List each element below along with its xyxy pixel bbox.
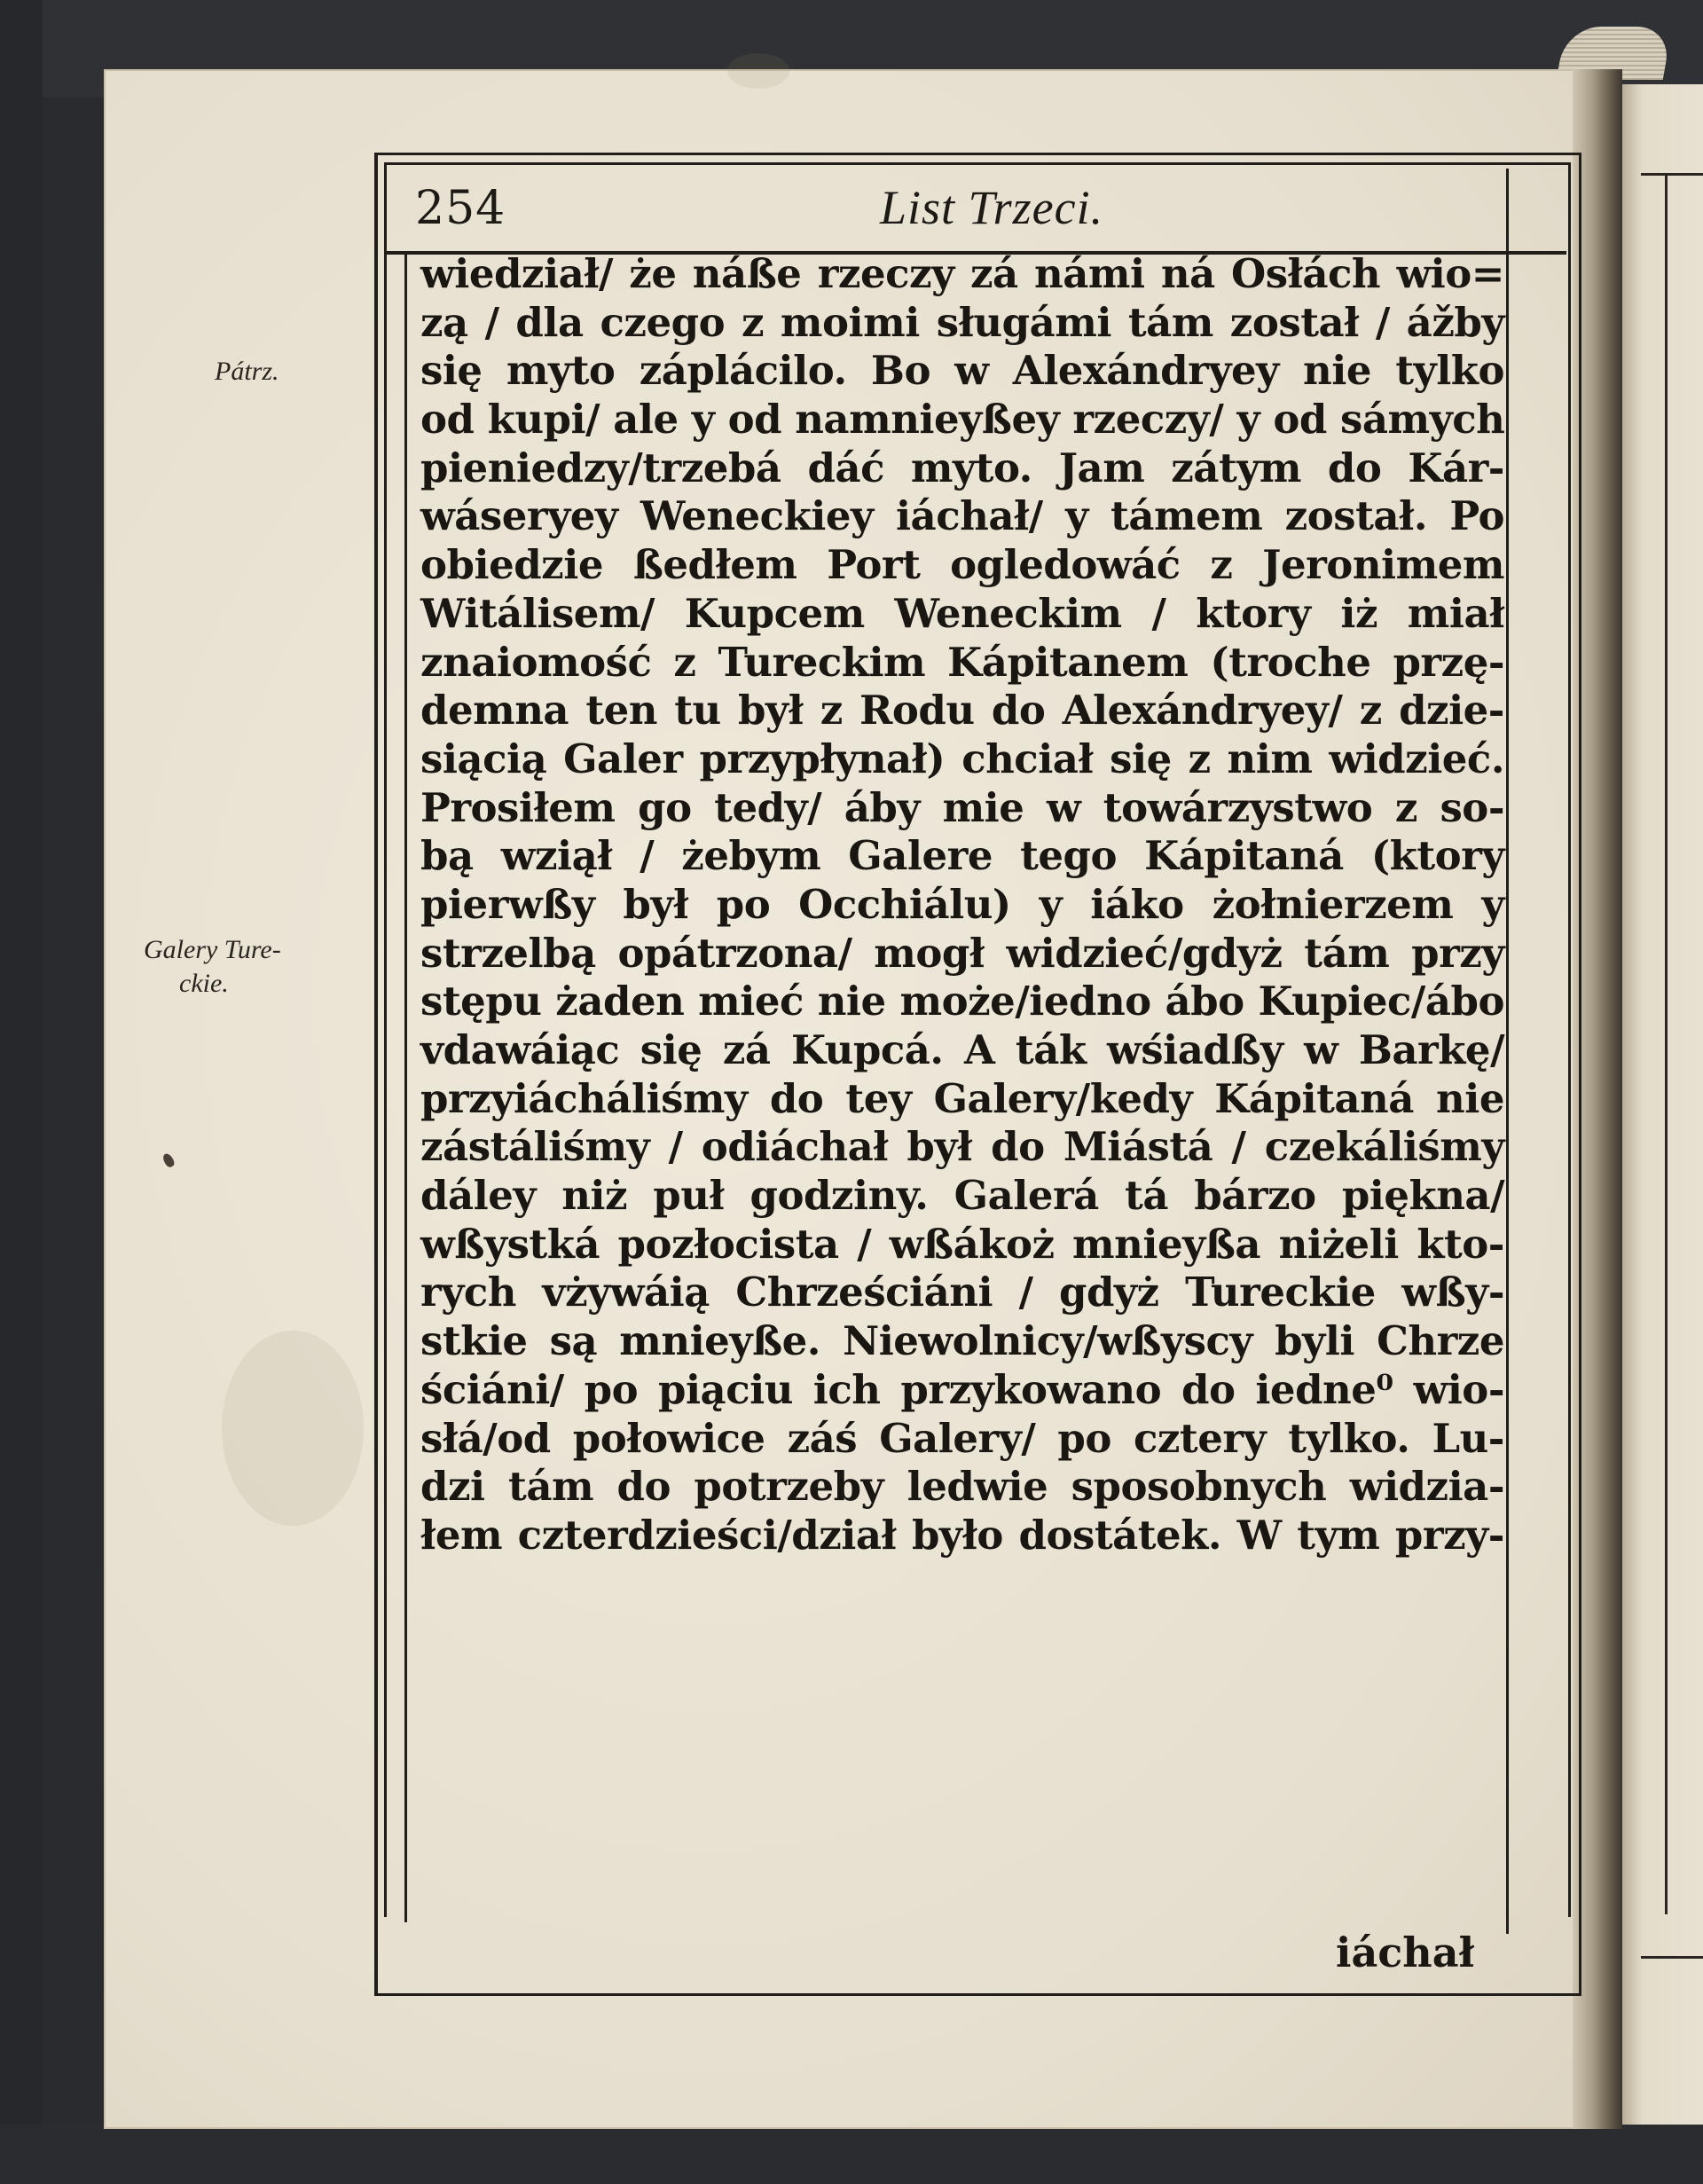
text-line: demna ten tu był z Rodu do Alexándryey/ z dzie- xyxy=(420,687,1504,735)
text-line: rych vżywáią Chrześciáni / gdyż Tureckie wßy- xyxy=(420,1269,1504,1316)
text-line: bą wziął / żebym Galere tego Kápitaná (ktory xyxy=(420,832,1504,880)
text-line: strzelbą opátrzona/ mogł widzieć/gdyż tám przy xyxy=(420,929,1504,977)
text-line: łem czterdzieści/dział było dostátek. W tym przy- xyxy=(420,1511,1504,1559)
text-line: Prosiłem go tedy/ áby mie w towárzystwo z so- xyxy=(420,783,1504,831)
text-line: obiedzie ßedłem Port ogledowáć z Jeronimem xyxy=(420,541,1504,589)
text-line: stkie są mnieyße. Niewolnicy/wßyscy byli Chrze xyxy=(420,1317,1504,1365)
facing-page xyxy=(1622,84,1703,2125)
paper-stain xyxy=(727,53,789,89)
marginal-note-line: Galery Ture- xyxy=(144,935,281,964)
text-line: pierwßy był po Occhiálu) y iáko żołnierzem y xyxy=(420,880,1504,928)
paper-stain xyxy=(222,1331,364,1526)
text-line: znaiomość z Tureckim Kápitanem (troche przę- xyxy=(420,638,1504,686)
body-text xyxy=(420,250,1504,1560)
facing-page-rule-left xyxy=(1665,176,1668,1914)
inner-left-rule xyxy=(404,255,407,1922)
marginal-note-patrz: Pátrz. xyxy=(215,357,279,386)
text-line: przyiácháliśmy do tey Galery/kedy Kápitaná nie xyxy=(420,1074,1504,1122)
text-line: Witálisem/ Kupcem Weneckim / ktory iż miał xyxy=(420,589,1504,637)
text-line: wáseryey Weneckiey iáchał/ y támem został. Po xyxy=(420,492,1504,540)
marginal-note-line: ckie. xyxy=(179,968,229,998)
text-line: się myto záplácilo. Bo w Alexándryey nie tylko xyxy=(420,347,1504,395)
text-line: pieniedzy/trzebá dáć myto. Jam zátym do Kár- xyxy=(420,444,1504,491)
inner-right-rule xyxy=(1506,169,1509,1934)
catchword: iáchał xyxy=(1336,1929,1475,1976)
text-line: słá/od połowice záś Galery/ po cztery tylko. Lu- xyxy=(420,1414,1504,1462)
scan-background-left xyxy=(0,0,43,2184)
text-line: od kupi/ ale y od namnieyßey rzeczy/ y od sámych xyxy=(420,396,1505,444)
text-line: dzi tám do potrzeby ledwie sposobnych widzia- xyxy=(420,1463,1504,1511)
running-head: List Trzeci. xyxy=(880,181,1104,234)
facing-page-rule-bottom xyxy=(1641,1956,1703,1959)
text-line: zą / dla czego z moimi sługámi tám został / ážby xyxy=(420,298,1504,346)
text-line: dáley niż puł godziny. Galerá tá bárzo piękna/ xyxy=(420,1172,1504,1220)
page-number: 254 xyxy=(415,182,506,235)
marginal-note-galery xyxy=(144,933,374,1000)
text-line: siącią Galer przypłynał) chciał się z nim widzieć. xyxy=(420,735,1504,782)
text-line: wßystká pozłocista / wßákoż mnieyßa niżeli kto- xyxy=(420,1220,1504,1268)
text-line: stępu żaden mieć nie może/iedno ábo Kupiec/ábo xyxy=(420,978,1504,1025)
text-line: ściáni/ po piąciu ich przykowano do iedne⁰ wio- xyxy=(420,1365,1504,1413)
facing-page-rule-top xyxy=(1641,173,1703,176)
text-line: wiedział/ że náße rzeczy zá námi ná Osłách wio= xyxy=(420,250,1504,297)
scan-background-bottom xyxy=(0,2125,1703,2184)
text-line: vdawáiąc się zá Kupcá. A ták wśiadßy w Barkę/ xyxy=(420,1026,1504,1073)
text-line: zástáliśmy / odiáchał był do Miástá / czekáliśmy xyxy=(420,1123,1504,1171)
